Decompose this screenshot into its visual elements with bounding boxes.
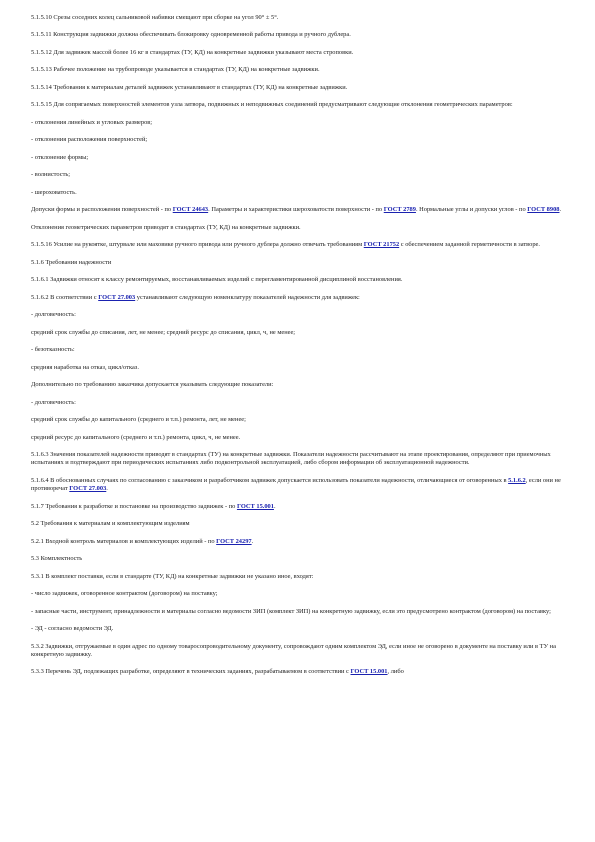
paragraph — [31, 311, 564, 319]
paragraph — [31, 241, 564, 249]
paragraph-text: . Параметры и характеристики шероховатости поверхности - по — [208, 206, 384, 214]
paragraph — [31, 14, 564, 22]
paragraph-text: 5.1.5.13 Рабочее положение на трубопроводе указывается в стандартах (ТУ, КД) на конкретные задвижки. — [31, 66, 320, 74]
paragraph-text: , либо — [387, 668, 404, 676]
paragraph-text: - отклонение формы; — [31, 153, 89, 161]
paragraph — [31, 520, 564, 528]
paragraph — [31, 608, 564, 616]
document-link[interactable]: ГОСТ 27.003 — [98, 293, 136, 301]
paragraph-text: . — [251, 537, 254, 545]
paragraph-text: - отклонения расположения поверхностей; — [31, 136, 148, 144]
document-link[interactable]: ГОСТ 15.001 — [350, 668, 388, 676]
paragraph — [31, 49, 564, 57]
paragraph — [31, 329, 564, 337]
paragraph — [31, 503, 564, 511]
paragraph-text: с обеспечением заданной герметичности в затворе. — [399, 241, 540, 249]
paragraph — [31, 346, 564, 354]
paragraph-text: 5.1.6 Требования надежности — [31, 258, 112, 266]
paragraph-text: 5.1.5.14 Требования к материалам деталей задвижек устанавливают в стандартах (ТУ, КД) на конкретные задвижки. — [31, 83, 348, 91]
document-link[interactable]: ГОСТ 8908 — [527, 206, 560, 214]
paragraph-text: 5.2 Требования к материалам и комплектующим изделиям — [31, 520, 190, 528]
paragraph — [31, 381, 564, 389]
paragraph — [31, 84, 564, 92]
paragraph-text: 5.3.2 Задвижки, отгружаемые в один адрес по одному товаросопроводительному документу, сопровождают одним комплектом ЭД, если иное не оговорено в документе на поставку или в ТУ на конкретную задвижку. — [31, 642, 556, 658]
paragraph-text: - число задвижек, оговоренное контрактом (договором) на поставку; — [31, 590, 218, 598]
paragraph — [31, 101, 564, 109]
paragraph — [31, 538, 564, 546]
paragraph — [31, 206, 564, 214]
paragraph-text: . — [559, 206, 562, 214]
document-link[interactable]: ГОСТ 24297 — [216, 537, 252, 545]
paragraph-text: 5.3 Комплектность — [31, 555, 83, 563]
paragraph-text: 5.1.5.10 Срезы соседних колец сальниковой набивки смещают при сборке на угол 90° ± 5°. — [31, 14, 279, 21]
paragraph — [31, 276, 564, 284]
document-page — [31, 14, 564, 686]
document-link[interactable]: ГОСТ 24643 — [172, 206, 209, 214]
paragraph — [31, 555, 564, 563]
paragraph-text: . Нормальные углы и допуски углов - по — [415, 206, 528, 214]
paragraph-text: средний срок службы до списания, лет, не менее; средний ресурс до списания, цикл, ч, не менее; — [31, 328, 296, 336]
paragraph-text: 5.1.6.2 В соответствии с — [31, 293, 99, 301]
paragraph-text: 5.1.5.16 Усилие на рукоятке, штурвале или маховике ручного привода или ручного дублера должно отвечать требованиям — [31, 241, 364, 249]
document-link[interactable]: ГОСТ 21752 — [363, 241, 400, 249]
paragraph-text: . — [273, 502, 276, 510]
paragraph-text: средний срок службы до капитального (среднего и т.п.) ремонта, лет, не менее; — [31, 416, 246, 424]
paragraph-text: 5.1.5.11 Конструкция задвижки должна обеспечивать блокировку одновременной работы привода и ручного дублера. — [31, 31, 351, 39]
paragraph — [31, 399, 564, 407]
paragraph — [31, 477, 564, 494]
paragraph — [31, 259, 564, 267]
paragraph — [31, 668, 564, 676]
paragraph-text: - волнистость; — [31, 171, 71, 179]
paragraph — [31, 643, 564, 660]
paragraph-text: 5.3.1 В комплект поставки, если в стандарте (ТУ, КД) на конкретные задвижки не указано иное, входят: — [31, 572, 314, 580]
paragraph — [31, 224, 564, 232]
paragraph — [31, 364, 564, 372]
document-link[interactable]: 5.1.6.2 — [508, 476, 526, 484]
paragraph-text: Допуски формы и расположения поверхностей - по — [31, 206, 173, 214]
paragraph — [31, 416, 564, 424]
paragraph-text: - ЭД - согласно ведомости ЭД. — [31, 625, 114, 633]
paragraph — [31, 171, 564, 179]
paragraph-text: средняя наработка на отказ, цикл/отказ. — [31, 363, 139, 371]
paragraph-text: . — [106, 485, 108, 493]
paragraph — [31, 434, 564, 442]
paragraph-text: устанавливают следующую номенклатуру показателей надежности для задвижек: — [135, 293, 360, 301]
document-link[interactable]: ГОСТ 15.001 — [236, 502, 274, 510]
paragraph — [31, 154, 564, 162]
paragraph — [31, 590, 564, 598]
paragraph — [31, 294, 564, 302]
paragraph-text: 5.1.5.15 Для сопрягаемых поверхностей элементов узла затвора, подвижных и неподвижных соединений предусматривают следующие отклонения геометрических параметров: — [31, 101, 513, 109]
paragraph — [31, 136, 564, 144]
paragraph-text: - отклонения линейных и угловых размеров; — [31, 118, 153, 126]
paragraph — [31, 189, 564, 197]
paragraph — [31, 31, 564, 39]
paragraph-text: 5.1.5.12 Для задвижек массой более 16 кг в стандартах (ТУ, КД) на конкретные задвижки указывают места строповки. — [31, 48, 354, 56]
paragraph-text: 5.1.6.4 В обоснованных случаях по согласованию с заказчиком и разработчиком задвижек допускается использовать показатели надежности, отличающиеся от оговоренных в — [31, 476, 509, 484]
document-link[interactable]: ГОСТ 27.003 — [69, 485, 107, 493]
paragraph-text: - запасные части, инструмент, принадлежности и материалы согласно ведомости ЗИП (комплект ЗИП) на конкретную задвижку, если это предусмотрено контрактом (договором) на поставку; — [31, 607, 551, 615]
paragraph-text: - долговечность: — [31, 311, 76, 319]
paragraph-text: 5.1.6.1 Задвижки относят к классу ремонтируемых, восстанавливаемых изделий с перегламентированной дисциплиной восстановления. — [31, 276, 403, 284]
paragraph-text: Дополнительно по требованию заказчика допускается указывать следующие показатели: — [31, 381, 274, 389]
paragraph-text: 5.3.3 Перечень ЭД, подлежащих разработке, определяют в технических заданиях, разрабатываемом в соответствии с — [31, 668, 351, 676]
paragraph — [31, 66, 564, 74]
paragraph — [31, 573, 564, 581]
paragraph-text: , если они не противоречат — [31, 476, 561, 493]
paragraph — [31, 119, 564, 127]
paragraph-text: 5.1.6.3 Значения показателей надежности приводят в стандартах (ТУ) на конкретные задвижки. Показатели надежности рассчитывают на этапе проектирования, определяют при приемочных испытаниях и подтверждают при периодических испытаниях либо подконтрольной эксплуатацией, либо сбором информации об эксплуатационной надежности. — [31, 451, 551, 467]
paragraph-text: - долговечность: — [31, 398, 76, 406]
paragraph-text: 5.1.7 Требования к разработке и постановке на производство задвижек - по — [31, 502, 237, 510]
paragraph — [31, 451, 564, 468]
paragraph-text: средний ресурс до капитального (среднего и т.п.) ремонта, цикл, ч, не менее. — [31, 433, 241, 441]
paragraph — [31, 625, 564, 633]
paragraph-text: Отклонения геометрических параметров приводят в стандартах (ТУ, КД) на конкретные задвижки. — [31, 223, 301, 231]
paragraph-text: 5.2.1 Входной контроль материалов и комплектующих изделий - по — [31, 537, 217, 545]
document-link[interactable]: ГОСТ 2789 — [383, 206, 416, 214]
paragraph-text: - шероховатость. — [31, 188, 77, 196]
paragraph-text: - безотказность: — [31, 346, 75, 354]
